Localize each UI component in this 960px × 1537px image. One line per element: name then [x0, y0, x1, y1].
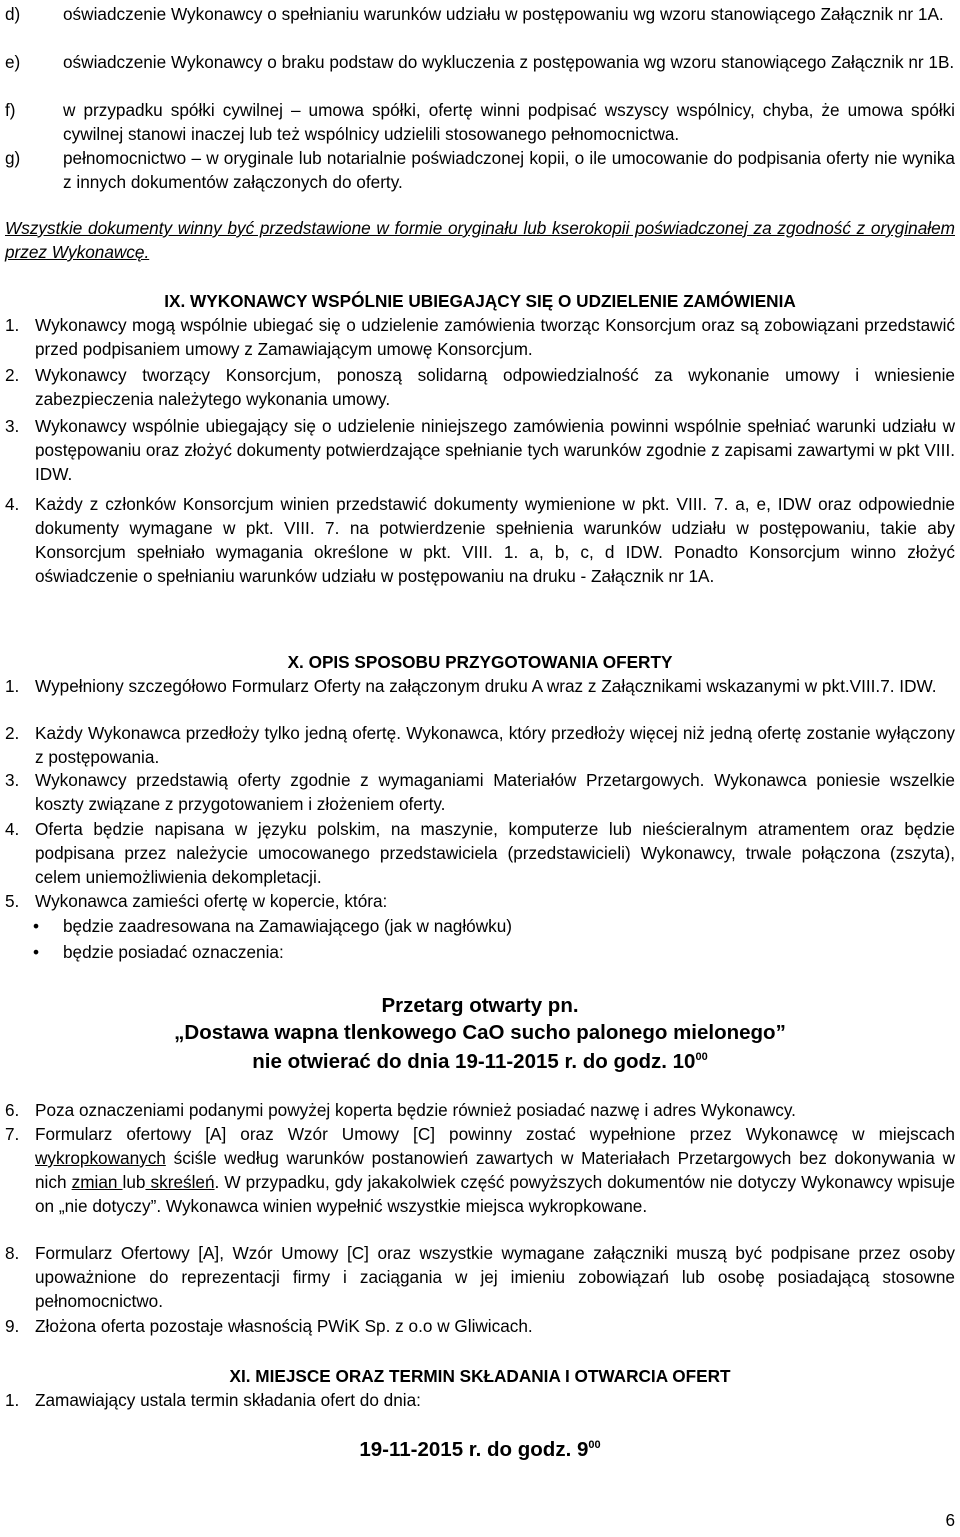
- item-text: Każdy Wykonawca przedłoży tylko jedną ofertę. Wykonawca, który przedłoży więcej niż jedną ofertę zostanie wyłączony z postępowania.: [35, 723, 955, 767]
- item-label: 2.: [5, 365, 20, 385]
- item-text: Wykonawcy tworzący Konsorcjum, ponoszą solidarną odpowiedzialność za wykonanie umowy i wniesienie zabezpieczenia należytego wykonania umowy.: [35, 365, 955, 409]
- section-xi-heading: XI. MIEJSCE ORAZ TERMIN SKŁADANIA I OTWARCIA OFERT: [229, 1366, 731, 1386]
- item-text: Każdy z członków Konsorcjum winien przedstawić dokumenty wymienione w pkt. VIII. 7. a, e, IDW oraz odpowiednie dokumenty wymagane w pkt. VIII. 7. na potwierdzenie spełnienia warunków udziału w postępowaniu, takie aby Konsorcjum spełniało wymagania określone w pkt. VIII. 1. a, b, c, d IDW. Ponadto Konsorcjum winno złożyć oświadczenie o spełnianiu warunków udziału w postępowaniu na druku - Załącznik nr 1A.: [35, 494, 955, 586]
- item-label: 1.: [5, 315, 20, 335]
- item-label: 1.: [5, 676, 20, 696]
- x-item-9: [5, 1314, 955, 1338]
- bullet-item: [30, 914, 930, 938]
- item-label: 5.: [5, 891, 20, 911]
- list-text: w przypadku spółki cywilnej – umowa spółki, ofertę winni podpisać wszyscy wspólnicy, chyba, że umowa spółki cywilnej stanowi inaczej lub też wspólnicy udzielili stosowanego pełnomocnictwa.: [63, 100, 955, 144]
- list-item-e: [5, 50, 955, 74]
- ix-item-3: [5, 414, 955, 486]
- item7-part: . W przypadku, gdy jakakolwiek część powyższych dokumentów nie dotyczy Wykonawcy wpisuje on „nie dotyczy”. Wykonawca winien wypełnić wszystkie miejsca wykropkowane.: [35, 1172, 956, 1216]
- list-label: f): [5, 100, 16, 120]
- item7-part: lub: [122, 1172, 146, 1192]
- list-text: pełnomocnictwo – w oryginale lub notarialnie poświadczonej kopii, o ile umocowanie do podpisania oferty nie wynika z innych dokumentów załączonych do oferty.: [63, 148, 955, 192]
- documents-note: Wszystkie dokumenty winny być przedstawione w formie oryginału lub kserokopii poświadczonej za zgodność z oryginałem przez Wykonawcę.: [5, 218, 955, 262]
- list-text: oświadczenie Wykonawcy o spełnianiu warunków udziału w postępowaniu wg wzoru stanowiącego Załącznik nr 1A.: [63, 4, 944, 24]
- item7-underlined: skreśleń: [145, 1172, 215, 1192]
- item-label: 4.: [5, 494, 20, 514]
- list-label: d): [5, 4, 21, 24]
- section-ix-heading: IX. WYKONAWCY WSPÓLNIE UBIEGAJĄCY SIĘ O UDZIELENIE ZAMÓWIENIA: [164, 291, 796, 311]
- envelope-line-3-text: nie otwierać do dnia 19-11-2015 r. do godz. 10: [252, 1050, 696, 1073]
- bullet-icon: •: [33, 916, 40, 936]
- deadline-text: 19-11-2015 r. do godz. 9: [359, 1438, 589, 1461]
- deadline: [0, 1436, 960, 1464]
- x-item-3: [5, 768, 955, 816]
- item-label: 2.: [5, 723, 20, 743]
- item-label: 1.: [5, 1390, 20, 1410]
- envelope-line-1: Przetarg otwarty pn.: [381, 994, 579, 1017]
- item-text: [35, 1122, 955, 1218]
- list-item-f: [5, 98, 955, 146]
- envelope-line-3-sup: 00: [695, 1051, 708, 1064]
- envelope-line-3: [0, 1048, 960, 1076]
- item-label: 9.: [5, 1316, 20, 1336]
- x-item-6: [5, 1098, 955, 1122]
- envelope-line-2: „Dostawa wapna tlenkowego CaO sucho palonego mielonego”: [174, 1021, 786, 1044]
- page-number: 6: [945, 1510, 955, 1530]
- list-label: g): [5, 148, 21, 168]
- bullet-icon: •: [33, 942, 40, 962]
- item7-underlined: wykropkowanych: [35, 1148, 166, 1168]
- ix-item-1: [5, 313, 955, 361]
- list-item-d: [5, 2, 955, 26]
- item-label: 3.: [5, 770, 20, 790]
- item7-underlined: zmian: [71, 1172, 123, 1192]
- item-label: 7.: [5, 1124, 20, 1144]
- item-text: Formularz Ofertowy [A], Wzór Umowy [C] oraz wszystkie wymagane załączniki muszą być podpisane przez osoby upoważnione do reprezentacji firmy i zaciągania w jej imieniu zobowiązań lub osobę posiadającą stosowne pełnomocnictwo.: [35, 1243, 955, 1311]
- item-text: Poza oznaczeniami podanymi powyżej koperta będzie również posiadać nazwę i adres Wykonawcy.: [35, 1100, 796, 1120]
- bullet-item: [30, 940, 930, 964]
- item-text: Wykonawcy mogą wspólnie ubiegać się o udzielenie zamówienia tworząc Konsorcjum oraz są zobowiązani przedstawić przed podpisaniem umowy z Zamawiającym umowę Konsorcjum.: [35, 315, 955, 359]
- ix-item-2: [5, 363, 955, 411]
- x-item-4: [5, 817, 955, 889]
- item-text: Wykonawcy przedstawią oferty zgodnie z wymaganiami Materiałów Przetargowych. Wykonawca poniesie wszelkie koszty związane z przygotowaniem i złożeniem oferty.: [35, 770, 955, 814]
- item-label: 4.: [5, 819, 20, 839]
- x-item-7: [5, 1122, 955, 1218]
- item7-part: Formularz ofertowy [A] oraz Wzór Umowy [C] powinny zostać wypełnione przez Wykonawcę w miejscach: [35, 1124, 955, 1144]
- item7-part: ściśle według warunków postanowień zawartych w Materiałach Przetargowych bez dokonywania w nich: [35, 1148, 955, 1192]
- x-item-2: [5, 721, 955, 769]
- bullet-text: będzie posiadać oznaczenia:: [63, 942, 284, 962]
- list-text: oświadczenie Wykonawcy o braku podstaw do wykluczenia z postępowania wg wzoru stanowiącego Załącznik nr 1B.: [63, 52, 955, 72]
- item-text: Wykonawca zamieści ofertę w kopercie, która:: [35, 891, 388, 911]
- item-label: 8.: [5, 1243, 20, 1263]
- x-item-1: [5, 674, 955, 698]
- item-text: Złożona oferta pozostaje własnością PWiK Sp. z o.o w Gliwicach.: [35, 1316, 533, 1336]
- section-x-heading: X. OPIS SPOSOBU PRZYGOTOWANIA OFERTY: [287, 652, 673, 672]
- ix-item-4: [5, 492, 955, 588]
- list-label: e): [5, 52, 21, 72]
- item-text: Oferta będzie napisana w języku polskim, na maszynie, komputerze lub nieścieralnym atramentem oraz będzie podpisana przez należycie umocowanego przedstawiciela (przedstawicieli) Wykonawcy, trwale połączona (zszyta), celem uniemożliwienia dekompletacji.: [35, 819, 955, 887]
- bullet-text: będzie zaadresowana na Zamawiającego (jak w nagłówku): [63, 916, 513, 936]
- x-item-8: [5, 1241, 955, 1313]
- item-label: 3.: [5, 416, 20, 436]
- xi-item-1: [5, 1388, 955, 1412]
- item-text: Zamawiający ustala termin składania ofert do dnia:: [35, 1390, 421, 1410]
- item-label: 6.: [5, 1100, 20, 1120]
- item-text: Wypełniony szczegółowo Formularz Oferty na załączonym druku A wraz z Załącznikami wskazanymi w pkt.VIII.7. IDW.: [35, 676, 937, 696]
- x-item-5: [5, 889, 955, 913]
- item-text: Wykonawcy wspólnie ubiegający się o udzielenie niniejszego zamówienia powinni wspólnie spełniać warunki udziału w postępowaniu oraz złożyć dokumenty potwierdzające spełnianie tych warunków zgodnie z zapisami zawartymi w pkt VIII. IDW.: [35, 416, 955, 484]
- list-item-g: [5, 146, 955, 194]
- deadline-sup: 00: [588, 1439, 601, 1452]
